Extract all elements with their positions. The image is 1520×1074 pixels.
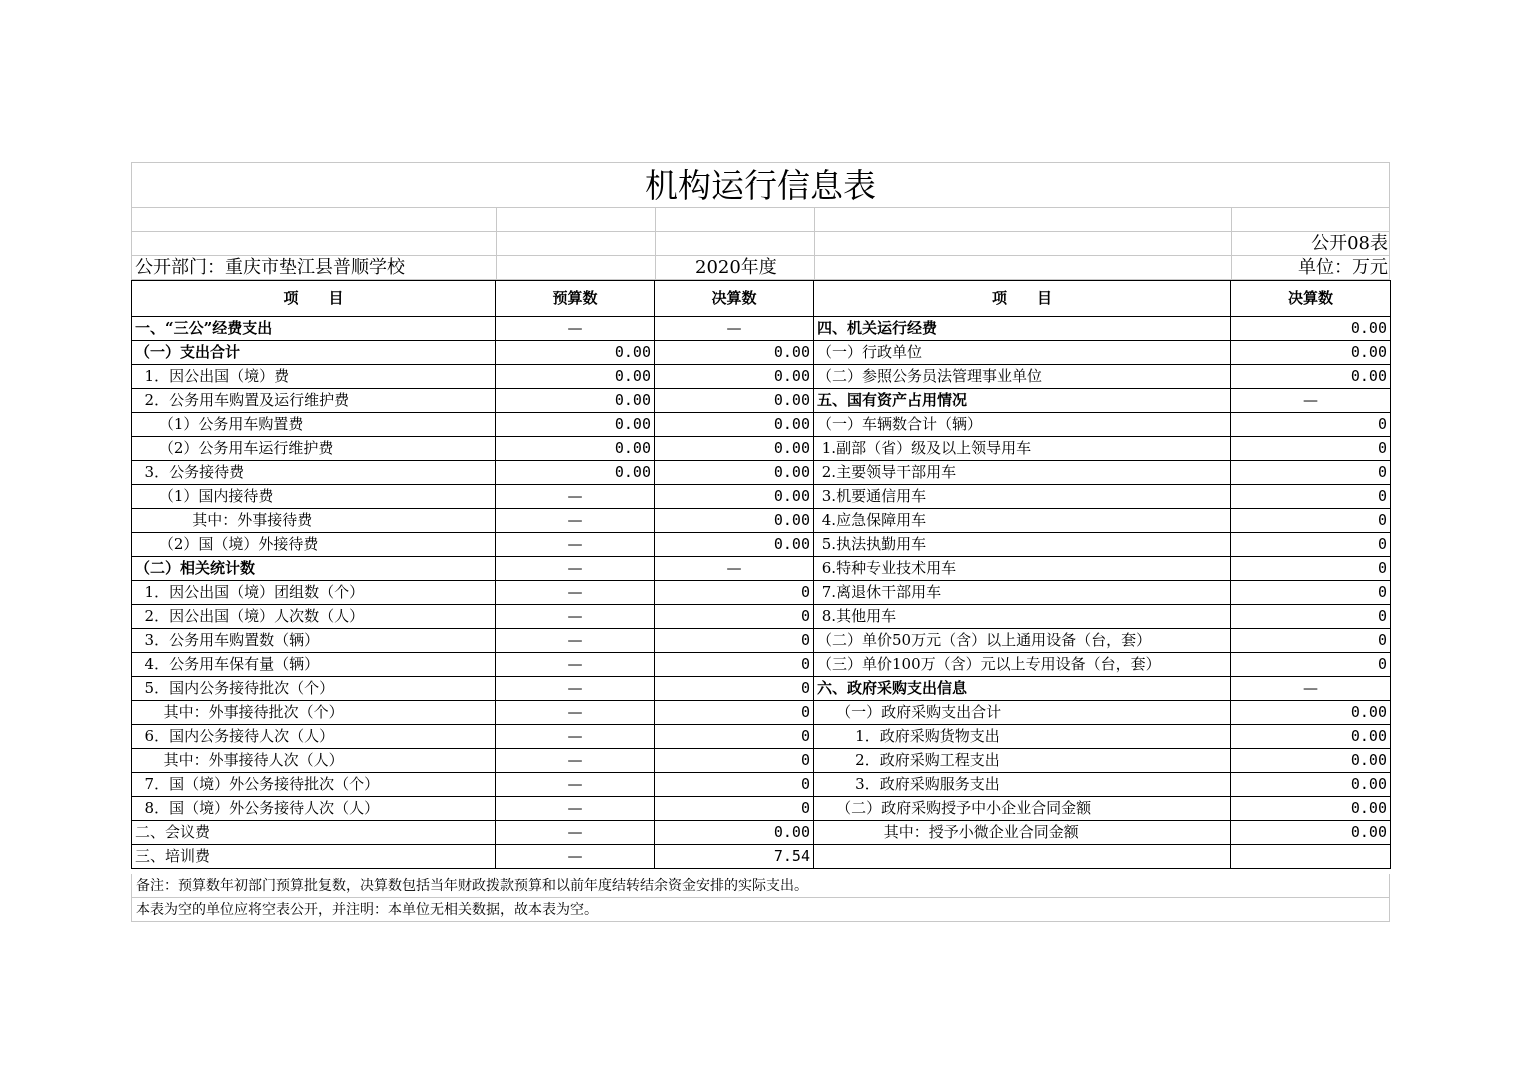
table-row (132, 485, 1391, 509)
row-item-left: 3．公务接待费 (132, 461, 496, 485)
header-row (132, 281, 1391, 317)
row-final-right: 0.00 (1231, 341, 1391, 365)
row-item-right: 1.副部（省）级及以上领导用车 (814, 437, 1231, 461)
row-budget: — (496, 701, 655, 725)
row-item-left: 5．国内公务接待批次（个） (132, 677, 496, 701)
row-item-left: 其中：外事接待批次（个） (132, 701, 496, 725)
row-budget: 0.00 (496, 389, 655, 413)
table-row (132, 677, 1391, 701)
row-final-right: 0.00 (1231, 365, 1391, 389)
row-item-left: 一、“三公”经费支出 (132, 317, 496, 341)
row-final-left: 0.00 (655, 389, 814, 413)
table-row (132, 317, 1391, 341)
unit-label: 单位：万元 (1298, 257, 1388, 278)
row-final-left: — (655, 557, 814, 581)
row-item-right: 六、政府采购支出信息 (814, 677, 1231, 701)
row-budget: — (496, 485, 655, 509)
row-item-left: （一）支出合计 (132, 341, 496, 365)
table-row (132, 461, 1391, 485)
row-item-right: 4.应急保障用车 (814, 509, 1231, 533)
row-final-left: 0 (655, 701, 814, 725)
row-final-left: 0.00 (655, 533, 814, 557)
row-item-right: 2．政府采购工程支出 (814, 749, 1231, 773)
header-budget: 预算数 (496, 281, 655, 317)
row-item-right: 五、国有资产占用情况 (814, 389, 1231, 413)
table-row (132, 581, 1391, 605)
row-final-left: 0 (655, 653, 814, 677)
row-budget: 0.00 (496, 413, 655, 437)
department-label: 公开部门：重庆市垫江县普顺学校 (135, 257, 405, 278)
row-final-right: 0 (1231, 557, 1391, 581)
row-final-left: 0 (655, 677, 814, 701)
row-item-right: 5.执法执勤用车 (814, 533, 1231, 557)
row-item-right: （一）行政单位 (814, 341, 1231, 365)
table-row (132, 365, 1391, 389)
row-item-left: （2）公务用车运行维护费 (132, 437, 496, 461)
row-item-left: 2．因公出国（境）人次数（人） (132, 605, 496, 629)
row-item-right: 四、机关运行经费 (814, 317, 1231, 341)
row-item-right: 6.特种专业技术用车 (814, 557, 1231, 581)
row-item-left: 三、培训费 (132, 845, 496, 869)
table-row (132, 509, 1391, 533)
row-item-left: 1．因公出国（境）费 (132, 365, 496, 389)
table-row (132, 845, 1391, 869)
note-line-2: 本表为空的单位应将空表公开，并注明：本单位无相关数据，故本表为空。 (131, 898, 1390, 922)
table-row (132, 437, 1391, 461)
row-item-left: 8．国（境）外公务接待人次（人） (132, 797, 496, 821)
row-final-left: 0.00 (655, 341, 814, 365)
row-final-right: 0 (1231, 581, 1391, 605)
row-budget: 0.00 (496, 461, 655, 485)
table-row (132, 701, 1391, 725)
row-final-right (1231, 845, 1391, 869)
row-budget: — (496, 797, 655, 821)
row-final-right: 0.00 (1231, 701, 1391, 725)
row-budget: — (496, 629, 655, 653)
table-row (132, 413, 1391, 437)
row-item-left: 其中：外事接待费 (132, 509, 496, 533)
table-row (132, 821, 1391, 845)
row-final-right: 0 (1231, 509, 1391, 533)
row-final-left: 0 (655, 581, 814, 605)
row-budget: — (496, 749, 655, 773)
row-budget: — (496, 605, 655, 629)
row-final-left: 0.00 (655, 437, 814, 461)
spacer-row (131, 232, 1390, 256)
row-budget: — (496, 845, 655, 869)
row-budget: — (496, 509, 655, 533)
table-row (132, 653, 1391, 677)
row-final-right: 0.00 (1231, 821, 1391, 845)
table-row (132, 533, 1391, 557)
row-final-right: 0.00 (1231, 317, 1391, 341)
row-item-right: （一）车辆数合计（辆） (814, 413, 1231, 437)
row-item-right: （二）政府采购授予中小企业合同金额 (814, 797, 1231, 821)
row-item-right: 1．政府采购货物支出 (814, 725, 1231, 749)
row-final-left: 0 (655, 725, 814, 749)
row-final-left: 0.00 (655, 413, 814, 437)
row-item-left: 7．国（境）外公务接待批次（个） (132, 773, 496, 797)
row-item-left: 2．公务用车购置及运行维护费 (132, 389, 496, 413)
row-final-right: 0.00 (1231, 773, 1391, 797)
row-item-right: （一）政府采购支出合计 (814, 701, 1231, 725)
row-final-right: 0 (1231, 413, 1391, 437)
row-final-left: 0.00 (655, 461, 814, 485)
row-item-left: 6．国内公务接待人次（人） (132, 725, 496, 749)
row-final-left: 0.00 (655, 365, 814, 389)
row-final-left: 0.00 (655, 821, 814, 845)
row-budget: — (496, 581, 655, 605)
row-item-right: 3．政府采购服务支出 (814, 773, 1231, 797)
row-item-left: 3．公务用车购置数（辆） (132, 629, 496, 653)
row-final-right: 0.00 (1231, 725, 1391, 749)
row-final-left: 7.54 (655, 845, 814, 869)
row-item-right: 其中：授予小微企业合同金额 (814, 821, 1231, 845)
note-line-1: 备注：预算数年初部门预算批复数，决算数包括当年财政拨款预算和以前年度结转结余资金安排的实际支出。 (131, 874, 1390, 898)
table-row (132, 605, 1391, 629)
row-item-right: 7.离退休干部用车 (814, 581, 1231, 605)
row-budget: 0.00 (496, 437, 655, 461)
row-item-left: 其中：外事接待人次（人） (132, 749, 496, 773)
row-item-left: 4．公务用车保有量（辆） (132, 653, 496, 677)
row-final-right: 0 (1231, 653, 1391, 677)
row-final-left: 0 (655, 605, 814, 629)
row-final-right: 0 (1231, 605, 1391, 629)
row-item-right: 8.其他用车 (814, 605, 1231, 629)
row-final-left: 0 (655, 773, 814, 797)
row-budget: — (496, 653, 655, 677)
header-final-right: 决算数 (1231, 281, 1391, 317)
table-row (132, 629, 1391, 653)
row-budget: — (496, 317, 655, 341)
row-budget: 0.00 (496, 341, 655, 365)
row-item-right: （二）单价50万元（含）以上通用设备（台，套） (814, 629, 1231, 653)
row-final-left: 0.00 (655, 485, 814, 509)
table-row (132, 389, 1391, 413)
table-number: 公开08表 (1311, 233, 1388, 254)
row-budget: — (496, 821, 655, 845)
table-row (132, 773, 1391, 797)
table-row (132, 797, 1391, 821)
row-final-right: 0 (1231, 533, 1391, 557)
row-item-left: （1）公务用车购置费 (132, 413, 496, 437)
table-row (132, 557, 1391, 581)
row-item-left: 二、会议费 (132, 821, 496, 845)
table-body (132, 317, 1391, 869)
table-row (132, 341, 1391, 365)
row-budget: — (496, 773, 655, 797)
row-item-left: 1．因公出国（境）团组数（个） (132, 581, 496, 605)
header-final-left: 决算数 (655, 281, 814, 317)
row-final-left: 0 (655, 797, 814, 821)
row-budget: — (496, 725, 655, 749)
header-item-right: 项 目 (814, 281, 1231, 317)
row-final-right: 0.00 (1231, 749, 1391, 773)
row-final-right: — (1231, 389, 1391, 413)
row-item-left: （二）相关统计数 (132, 557, 496, 581)
row-item-right: （三）单价100万（含）元以上专用设备（台，套） (814, 653, 1231, 677)
row-item-right: （二）参照公务员法管理事业单位 (814, 365, 1231, 389)
row-budget: 0.00 (496, 365, 655, 389)
row-item-right: 2.主要领导干部用车 (814, 461, 1231, 485)
table-row (132, 725, 1391, 749)
row-item-left: （1）国内接待费 (132, 485, 496, 509)
row-final-right: 0 (1231, 461, 1391, 485)
spacer-row (131, 208, 1390, 232)
info-table (131, 280, 1391, 869)
row-item-left: （2）国（境）外接待费 (132, 533, 496, 557)
report-title: 机构运行信息表 (131, 162, 1390, 208)
header-item-left: 项 目 (132, 281, 496, 317)
row-final-left: — (655, 317, 814, 341)
row-budget: — (496, 533, 655, 557)
row-final-right: — (1231, 677, 1391, 701)
row-final-right: 0.00 (1231, 797, 1391, 821)
row-final-left: 0 (655, 749, 814, 773)
row-final-right: 0 (1231, 485, 1391, 509)
row-final-left: 0 (655, 629, 814, 653)
fiscal-year: 2020年度 (695, 257, 777, 278)
row-final-left: 0.00 (655, 509, 814, 533)
row-final-right: 0 (1231, 629, 1391, 653)
row-item-right (814, 845, 1231, 869)
row-budget: — (496, 557, 655, 581)
row-item-right: 3.机要通信用车 (814, 485, 1231, 509)
row-budget: — (496, 677, 655, 701)
table-row (132, 749, 1391, 773)
row-final-right: 0 (1231, 437, 1391, 461)
